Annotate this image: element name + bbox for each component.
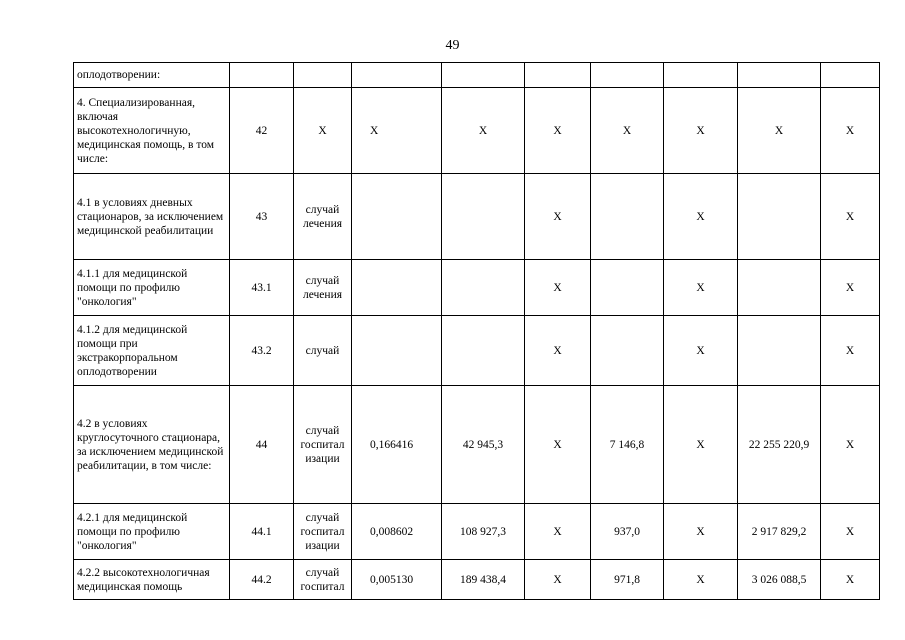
cell-c7 — [591, 174, 664, 260]
cell-c6: X — [525, 316, 591, 386]
row-label-cell: 4. Специализированная, включая высокотехнологичную, медицинская помощь, в том числе: — [74, 88, 230, 174]
cell-c7: X — [591, 88, 664, 174]
cell-c6 — [525, 63, 591, 88]
cell-c10: X — [821, 560, 880, 600]
cell-c4 — [352, 174, 442, 260]
cell-c9: X — [738, 88, 821, 174]
cell-c9 — [738, 316, 821, 386]
row-label-cell: 4.1.2 для медицинской помощи при экстракорпоральном оплодотворении — [74, 316, 230, 386]
cell-unit: случай — [294, 316, 352, 386]
cell-c4: X — [352, 88, 442, 174]
cell-c9 — [738, 260, 821, 316]
cell-c7 — [591, 260, 664, 316]
row-label-cell: 4.1.1 для медицинской помощи по профилю "онкология" — [74, 260, 230, 316]
cell-c10: X — [821, 88, 880, 174]
cell-c8: X — [664, 560, 738, 600]
cell-c7: 937,0 — [591, 504, 664, 560]
cell-c10: X — [821, 504, 880, 560]
cell-code: 44.2 — [230, 560, 294, 600]
cell-c9 — [738, 63, 821, 88]
table-row — [74, 386, 880, 504]
cell-c5 — [442, 174, 525, 260]
cell-c5 — [442, 63, 525, 88]
tariff-table — [73, 62, 880, 600]
row-label-cell: оплодотворении: — [74, 63, 230, 88]
table-row — [74, 560, 880, 600]
cell-c6: X — [525, 88, 591, 174]
table-row — [74, 316, 880, 386]
cell-c10: X — [821, 260, 880, 316]
cell-c6: X — [525, 504, 591, 560]
cell-c7: 971,8 — [591, 560, 664, 600]
table-row — [74, 260, 880, 316]
cell-c9 — [738, 174, 821, 260]
row-label-cell: 4.2 в условиях круглосуточного стационара, за исключением медицинской реабилитации, в том числе: — [74, 386, 230, 504]
cell-code: 43 — [230, 174, 294, 260]
cell-c8: X — [664, 386, 738, 504]
cell-c5 — [442, 316, 525, 386]
cell-c4 — [352, 63, 442, 88]
page-number: 49 — [445, 38, 460, 53]
table-row — [74, 504, 880, 560]
cell-code: 43.1 — [230, 260, 294, 316]
cell-c9: 3 026 088,5 — [738, 560, 821, 600]
cell-c9: 2 917 829,2 — [738, 504, 821, 560]
cell-unit: случай госпитал изации — [294, 386, 352, 504]
cell-c10: X — [821, 386, 880, 504]
table-row — [74, 63, 880, 88]
cell-code: 44.1 — [230, 504, 294, 560]
cell-c4: 0,008602 — [352, 504, 442, 560]
cell-unit: случай госпитал изации — [294, 504, 352, 560]
cell-c8 — [664, 63, 738, 88]
cell-c5: 42 945,3 — [442, 386, 525, 504]
cell-code: 42 — [230, 88, 294, 174]
cell-c8: X — [664, 504, 738, 560]
table-row — [74, 174, 880, 260]
cell-c6: X — [525, 560, 591, 600]
cell-c6: X — [525, 174, 591, 260]
row-label-cell: 4.1 в условиях дневных стационаров, за исключением медицинской реабилитации — [74, 174, 230, 260]
row-label-cell: 4.2.1 для медицинской помощи по профилю "онкология" — [74, 504, 230, 560]
cell-unit: X — [294, 88, 352, 174]
cell-c5: 108 927,3 — [442, 504, 525, 560]
cell-code: 44 — [230, 386, 294, 504]
cell-c8: X — [664, 260, 738, 316]
cell-c10 — [821, 63, 880, 88]
cell-c9: 22 255 220,9 — [738, 386, 821, 504]
cell-c10: X — [821, 316, 880, 386]
cell-unit: случай госпитал — [294, 560, 352, 600]
cell-c4: 0,005130 — [352, 560, 442, 600]
cell-c4 — [352, 260, 442, 316]
cell-code — [230, 63, 294, 88]
cell-c7: 7 146,8 — [591, 386, 664, 504]
cell-c6: X — [525, 260, 591, 316]
cell-c8: X — [664, 88, 738, 174]
cell-c5 — [442, 260, 525, 316]
cell-c7 — [591, 63, 664, 88]
cell-c4: 0,166416 — [352, 386, 442, 504]
cell-c4 — [352, 316, 442, 386]
cell-unit — [294, 63, 352, 88]
cell-c5: X — [442, 88, 525, 174]
cell-c10: X — [821, 174, 880, 260]
cell-c6: X — [525, 386, 591, 504]
cell-unit: случай лечения — [294, 174, 352, 260]
cell-unit: случай лечения — [294, 260, 352, 316]
table-row — [74, 88, 880, 174]
row-label-cell: 4.2.2 высокотехнологичная медицинская помощь — [74, 560, 230, 600]
cell-c8: X — [664, 316, 738, 386]
cell-c5: 189 438,4 — [442, 560, 525, 600]
cell-c8: X — [664, 174, 738, 260]
cell-code: 43.2 — [230, 316, 294, 386]
cell-c7 — [591, 316, 664, 386]
